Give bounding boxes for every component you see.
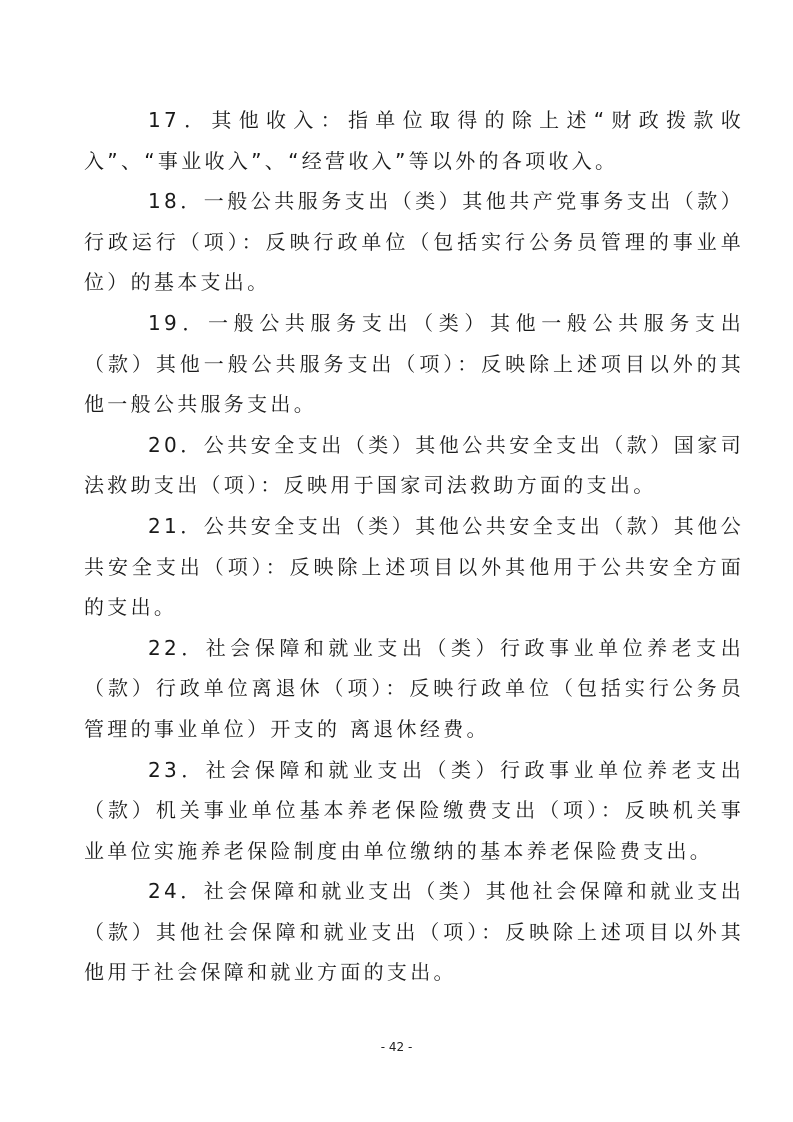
paragraph-22: 22．社会保障和就业支出（类）行政事业单位养老支出（款）行政单位离退休（项）：反映行政单位（包括实行公务员管理的事业单位）开支的 离退休经费。 bbox=[84, 635, 744, 741]
paragraph-21: 21．公共安全支出（类）其他公共安全支出（款）其他公共安全支出（项）：反映除上述项目以外其他用于公共安全方面的支出。 bbox=[84, 513, 744, 620]
paragraph-20: 20．公共安全支出（类）其他公共安全支出（款）国家司法救助支出（项）：反映用于国家司法救助方面的支出。 bbox=[84, 432, 744, 498]
document-body bbox=[84, 100, 744, 993]
paragraph-23: 23．社会保障和就业支出（类）行政事业单位养老支出（款）机关事业单位基本养老保险缴费支出（项）：反映机关事业单位实施养老保险制度由单位缴纳的基本养老保险费支出。 bbox=[84, 757, 744, 863]
paragraph-19: 19．一般公共服务支出（类）其他一般公共服务支出（款）其他一般公共服务支出（项）：反映除上述项目以外的其他一般公共服务支出。 bbox=[84, 310, 744, 417]
page-number: - 42 - bbox=[380, 1040, 413, 1054]
paragraph-24: 24．社会保障和就业支出（类）其他社会保障和就业支出（款）其他社会保障和就业支出（项）：反映除上述项目以外其他用于社会保障和就业方面的支出。 bbox=[84, 879, 744, 985]
paragraph-18: 18．一般公共服务支出（类）其他共产党事务支出（款）行政运行（项）：反映行政单位（包括实行公务员管理的事业单位）的基本支出。 bbox=[84, 189, 744, 295]
paragraph-17: 17．其他收入：指单位取得的除上述“财政拨款收入”、“事业收入”、“经营收入”等以外的各项收入。 bbox=[84, 108, 744, 173]
